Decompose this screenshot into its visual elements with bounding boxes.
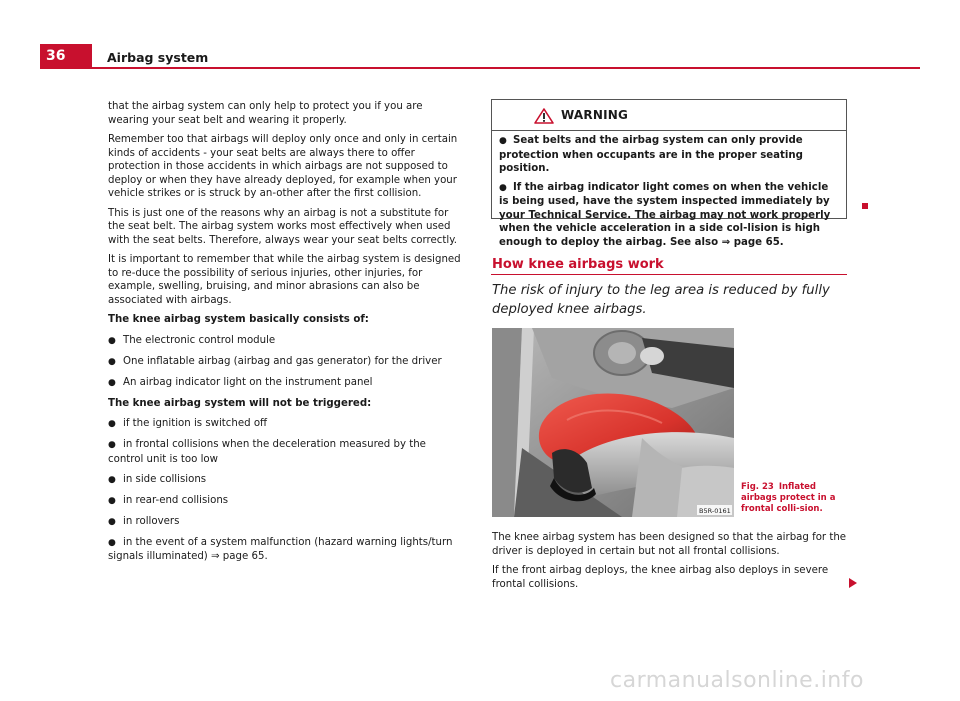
paragraph: The knee airbag system has been designed so that the airbag for the driver is deployed in certain but not all frontal collisions. <box>492 532 847 557</box>
figure-number: Fig. 23 <box>741 482 774 492</box>
left-column <box>108 100 464 570</box>
bullet-icon: ● <box>108 440 116 450</box>
paragraph: If the front airbag deploys, the knee airbag also deploys in severe frontal collisions. <box>492 565 829 590</box>
paragraph: Remember too that airbags will deploy only once and only in certain kinds of accidents - your seat belts are always there to offer protection in those accidents in which airbags are not supposed to deploy or when they have already deployed, for example when your vehicle strikes or is struck by an-other after the first collision. <box>108 134 458 199</box>
section-title: How knee airbags work <box>492 257 664 272</box>
not-triggered-heading: The knee airbag system will not be triggered: <box>108 397 372 409</box>
bullet-icon: ● <box>499 136 507 146</box>
section-lead: The risk of injury to the leg area is reduced by fully deployed knee airbags. <box>492 283 830 317</box>
watermark: carmanualsonline.info <box>610 668 864 693</box>
warning-item: ● If the airbag indicator light comes on when the vehicle is being used, have the system inspected immediately by your Technical Service. The airbag may not work properly when the vehicle acceleration in a side col-lision is high enough to deploy the airbag. See also ⇒ page 65. <box>499 181 831 248</box>
knee-airbag-illustration <box>492 328 734 517</box>
bullet-icon: ● <box>108 474 116 485</box>
bullet-icon: ● <box>108 356 116 367</box>
list-item: ● in the event of a system malfunction (hazard warning lights/turn signals illuminated) ⇒ page 65. <box>108 536 453 562</box>
page-number: 36 <box>40 44 92 68</box>
right-column-text <box>492 531 848 597</box>
consists-heading: The knee airbag system basically consists of: <box>108 314 369 325</box>
paragraph: This is just one of the reasons why an airbag is not a substitute for the seat belt. The airbag system works most effectively when used with the seat belts. Therefore, always wear your seat belts correctly. <box>108 207 458 246</box>
consists-list <box>108 334 464 391</box>
list-item: ● in rollovers <box>108 515 464 530</box>
bullet-icon: ● <box>499 182 507 193</box>
continue-arrow-icon <box>849 578 857 588</box>
warning-box <box>491 99 847 248</box>
list-item: ● in rear-end collisions <box>108 494 464 509</box>
not-triggered-list <box>108 417 464 564</box>
bullet-icon: ● <box>108 495 116 506</box>
bullet-icon: ● <box>108 335 116 346</box>
paragraph: It is important to remember that while the airbag system is designed to re-duce the possibility of serious injuries, other injuries, for example, swelling, bruising, and minor abrasions can also be associated with airbags. <box>108 254 461 306</box>
list-item: ● The electronic control module <box>108 334 464 349</box>
bullet-icon: ● <box>108 516 116 527</box>
section-rule <box>491 274 847 275</box>
end-of-section-icon <box>862 203 868 209</box>
warning-label: WARNING <box>561 108 629 122</box>
figure-code: B5R-0161 <box>699 507 731 515</box>
list-item: ● in frontal collisions when the deceleration measured by the control unit is too low <box>108 439 426 465</box>
figure-caption <box>741 482 849 515</box>
bullet-icon: ● <box>108 377 116 388</box>
warning-header <box>492 100 846 131</box>
header-rule <box>40 67 920 69</box>
list-item: ● An airbag indicator light on the instrument panel <box>108 376 464 391</box>
warning-triangle-icon <box>534 108 554 124</box>
list-item: ● if the ignition is switched off <box>108 417 464 432</box>
figure-knee-airbag <box>492 328 734 517</box>
bullet-icon: ● <box>108 537 116 548</box>
warning-item: ● Seat belts and the airbag system can only provide protection when occupants are in the proper seating position. <box>499 135 803 174</box>
list-item: ● in side collisions <box>108 473 464 488</box>
figure-caption-text: Inflated airbags protect in a frontal colli-sion. <box>741 482 836 514</box>
bullet-icon: ● <box>108 419 116 429</box>
section-header-title: Airbag system <box>107 50 209 65</box>
warning-body <box>492 131 846 249</box>
paragraph: that the airbag system can only help to protect you if you are wearing your seat belt and wearing it properly. <box>108 101 423 126</box>
list-item: ● One inflatable airbag (airbag and gas generator) for the driver <box>108 355 464 370</box>
